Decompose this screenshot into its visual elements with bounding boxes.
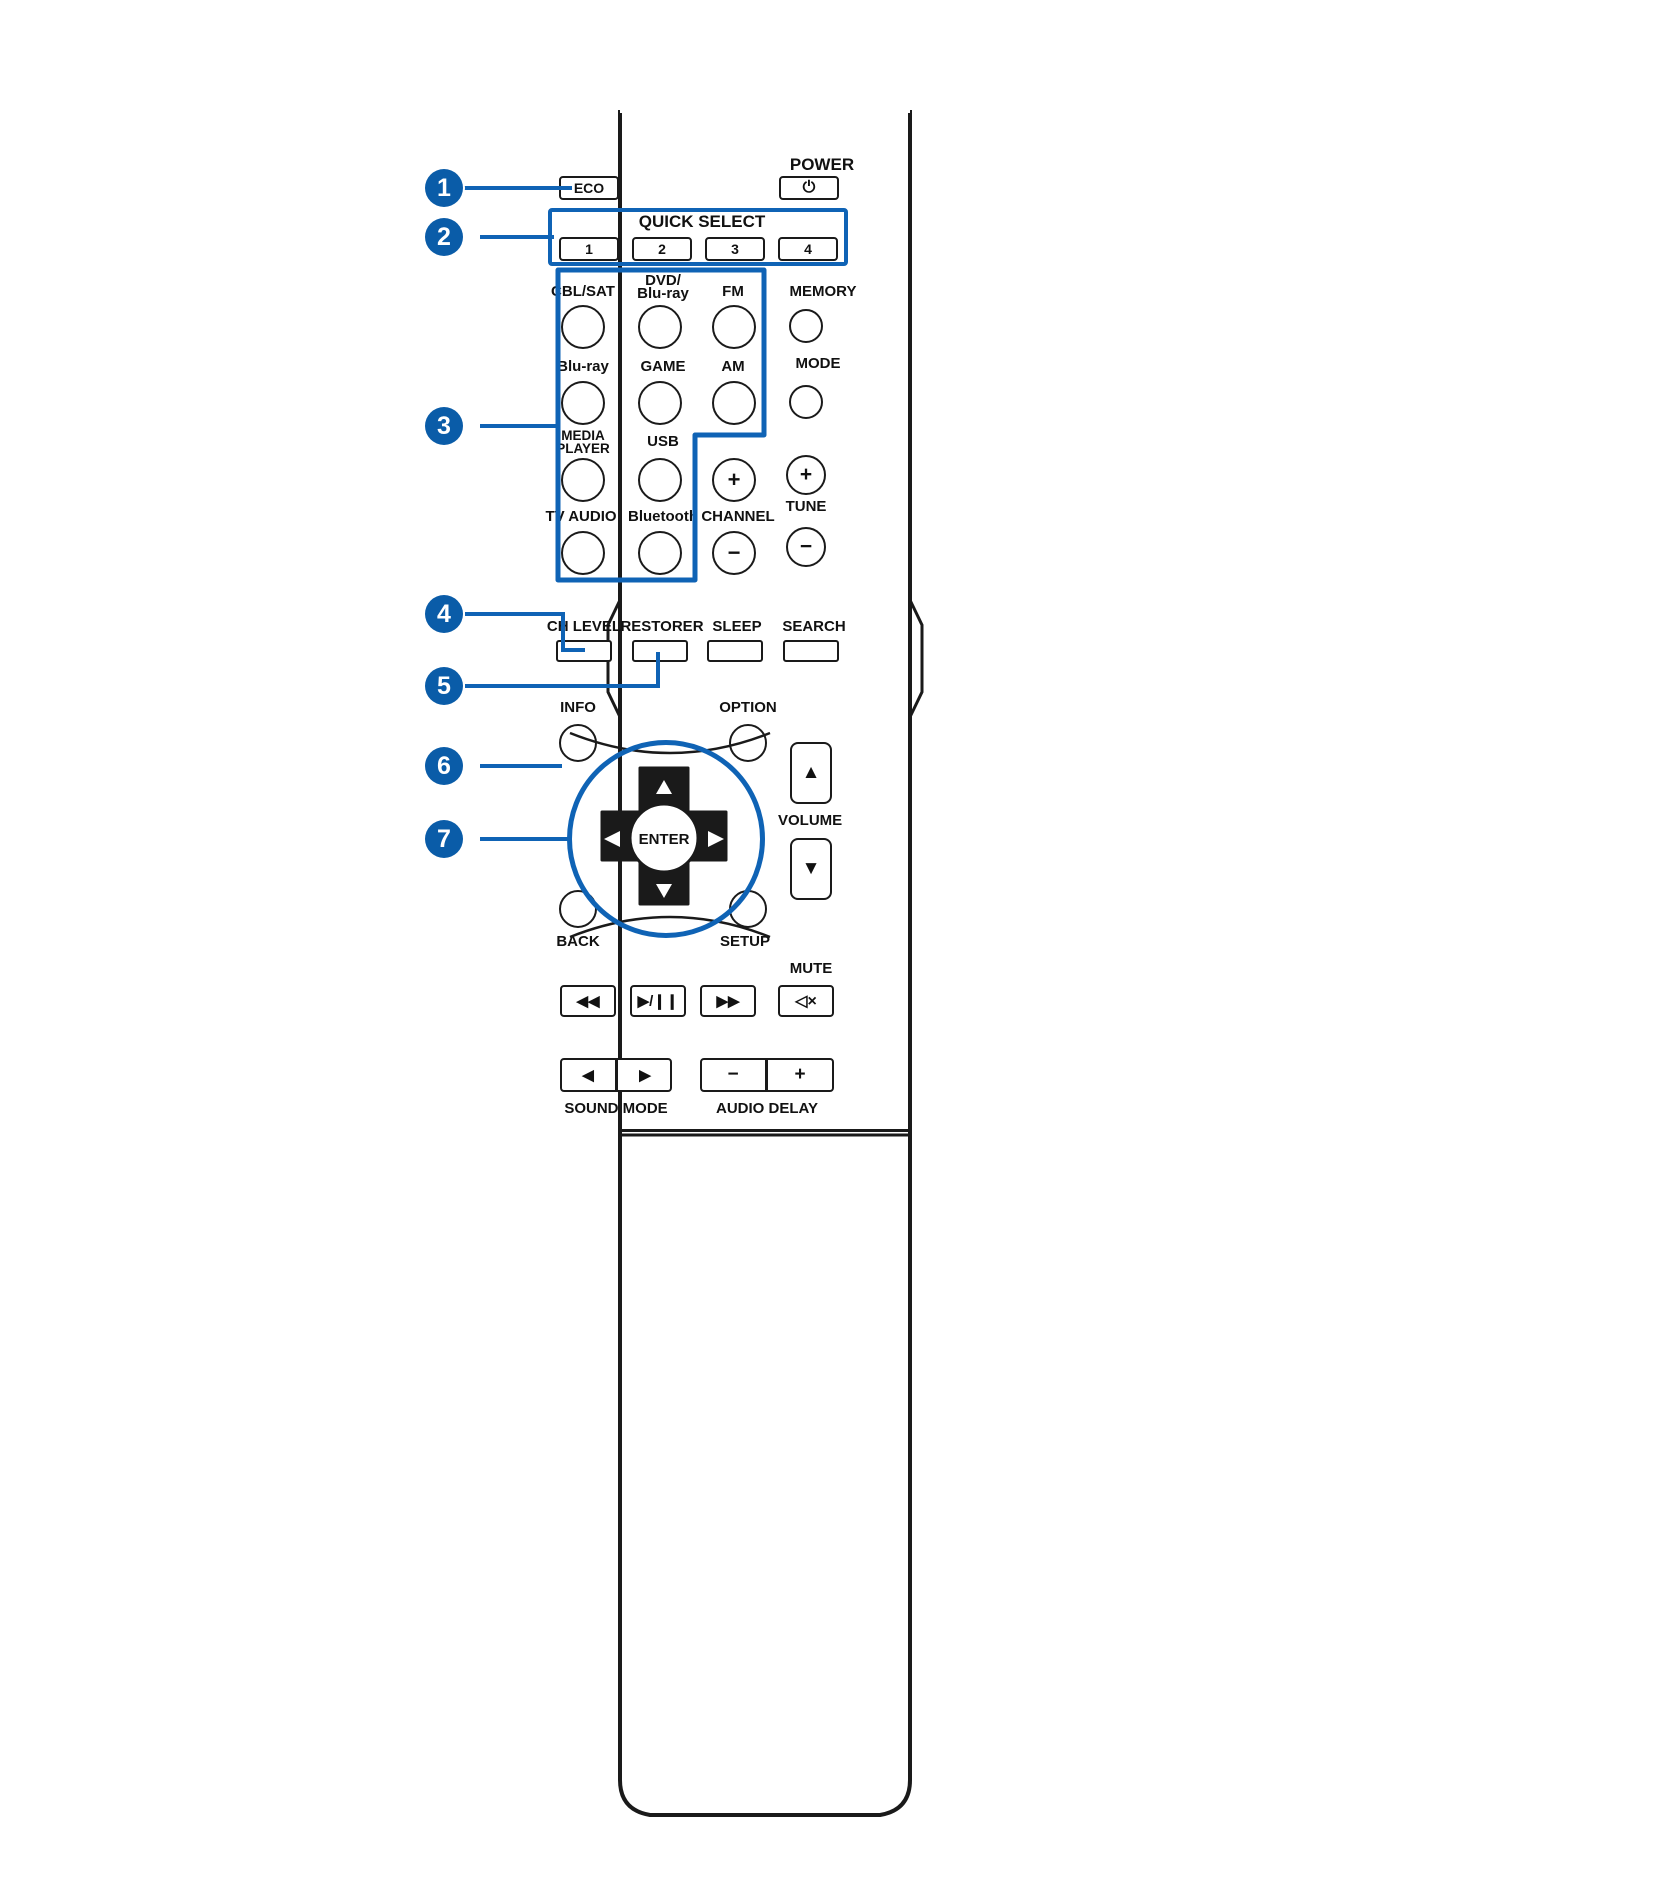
source-game-button[interactable] <box>638 381 682 425</box>
triangle-down-icon: ▼ <box>801 858 821 879</box>
quick-select-4-label: 4 <box>804 241 812 257</box>
option-label: OPTION <box>719 699 777 716</box>
source-am-button[interactable] <box>712 381 756 425</box>
memory-label: MEMORY <box>789 283 857 300</box>
source-bluray-button[interactable] <box>561 381 605 425</box>
search-label: SEARCH <box>782 618 846 635</box>
plus-icon: + <box>799 463 813 486</box>
mute-button[interactable] <box>778 985 834 1017</box>
next-button[interactable] <box>700 985 756 1017</box>
minus-icon: − <box>727 1064 739 1085</box>
quick-select-1-label: 1 <box>585 241 593 257</box>
mode-label: MODE <box>795 355 841 372</box>
mute-label: MUTE <box>789 960 833 977</box>
ch-level-label: CH LEVEL <box>546 618 622 635</box>
channel-up-button[interactable] <box>712 458 756 502</box>
source-media-label: MEDIA <box>561 428 605 443</box>
power-button[interactable] <box>779 176 839 200</box>
panel-divider <box>620 1129 910 1132</box>
leader-3 <box>480 424 560 428</box>
tune-down-button[interactable] <box>786 527 826 567</box>
source-game-label: GAME <box>640 358 686 375</box>
source-media-player-button[interactable] <box>561 458 605 502</box>
info-label: INFO <box>560 699 596 716</box>
triangle-left-icon: ◀ <box>582 1067 594 1084</box>
source-dvd-label2: Blu-ray <box>637 285 689 302</box>
source-fm-button[interactable] <box>712 305 756 349</box>
sleep-label: SLEEP <box>712 618 762 635</box>
marker-6: 6 <box>425 747 463 785</box>
audio-delay-label: AUDIO DELAY <box>716 1100 818 1117</box>
marker-7: 7 <box>425 820 463 858</box>
leader-2 <box>480 235 554 239</box>
setup-label: SETUP <box>719 933 770 950</box>
source-usb-label: USB <box>647 433 679 450</box>
triangle-right-icon: ▶ <box>639 1067 651 1084</box>
source-bluetooth-button[interactable] <box>638 531 682 575</box>
mute-icon: ◁× <box>795 993 817 1010</box>
play-pause-icon: ▶/❙❙ <box>637 993 679 1010</box>
leader-6 <box>480 764 562 768</box>
marker-5: 5 <box>425 667 463 705</box>
quick-select-2-label: 2 <box>658 241 666 257</box>
volume-label: VOLUME <box>778 812 843 829</box>
search-button[interactable] <box>783 640 839 662</box>
quick-select-label: QUICK SELECT <box>638 212 766 231</box>
volume-up-button[interactable] <box>790 742 832 804</box>
restorer-label: RESTORER <box>620 618 704 635</box>
marker-1: 1 <box>425 169 463 207</box>
previous-icon: ◀◀ <box>576 993 600 1010</box>
audio-delay-minus-button[interactable] <box>700 1058 766 1092</box>
tune-up-button[interactable] <box>786 455 826 495</box>
sound-mode-left-button[interactable] <box>560 1058 616 1092</box>
audio-delay-plus-button[interactable] <box>767 1058 833 1092</box>
highlight-quick-select <box>548 208 848 266</box>
source-media-label2: PLAYER <box>556 441 610 456</box>
leader-7 <box>480 837 572 841</box>
source-cblsat-label: CBL/SAT <box>551 283 615 300</box>
plus-icon: + <box>794 1064 806 1085</box>
triangle-up-icon: ▲ <box>801 762 821 783</box>
play-pause-button[interactable] <box>630 985 686 1017</box>
source-bluray-label: Blu-ray <box>557 358 609 375</box>
source-tvaudio-label: TV AUDIO <box>545 508 617 525</box>
source-usb-button[interactable] <box>638 458 682 502</box>
source-dvd-bluray-button[interactable] <box>638 305 682 349</box>
plus-icon: + <box>727 467 741 492</box>
source-fm-label: FM <box>722 283 744 300</box>
back-label: BACK <box>556 933 600 950</box>
source-dvd-label: DVD/ <box>645 272 681 289</box>
power-label: POWER <box>789 155 855 174</box>
minus-icon: − <box>727 540 741 565</box>
previous-button[interactable] <box>560 985 616 1017</box>
source-bluetooth-label: Bluetooth <box>628 508 698 525</box>
channel-label: CHANNEL <box>701 508 775 525</box>
memory-button[interactable] <box>789 309 823 343</box>
marker-2: 2 <box>425 218 463 256</box>
source-tv-audio-button[interactable] <box>561 531 605 575</box>
marker-3: 3 <box>425 407 463 445</box>
svg-text:ENTER: ENTER <box>638 831 690 848</box>
minus-icon: − <box>799 535 813 558</box>
next-icon: ▶▶ <box>716 993 740 1010</box>
volume-down-button[interactable] <box>790 838 832 900</box>
mode-button[interactable] <box>789 385 823 419</box>
sound-mode-right-button[interactable] <box>617 1058 673 1092</box>
marker-4: 4 <box>425 595 463 633</box>
source-am-label: AM <box>721 358 745 375</box>
quick-select-3-label: 3 <box>731 241 739 257</box>
tune-label: TUNE <box>785 498 827 515</box>
power-icon: ⏻ <box>802 179 816 196</box>
sleep-button[interactable] <box>707 640 763 662</box>
highlight-cursor-pad <box>567 740 765 938</box>
sound-mode-label: SOUND MODE <box>564 1100 668 1117</box>
leader-1 <box>462 186 572 190</box>
eco-label: ECO <box>573 180 605 196</box>
source-cblsat-button[interactable] <box>561 305 605 349</box>
channel-down-button[interactable] <box>712 531 756 575</box>
